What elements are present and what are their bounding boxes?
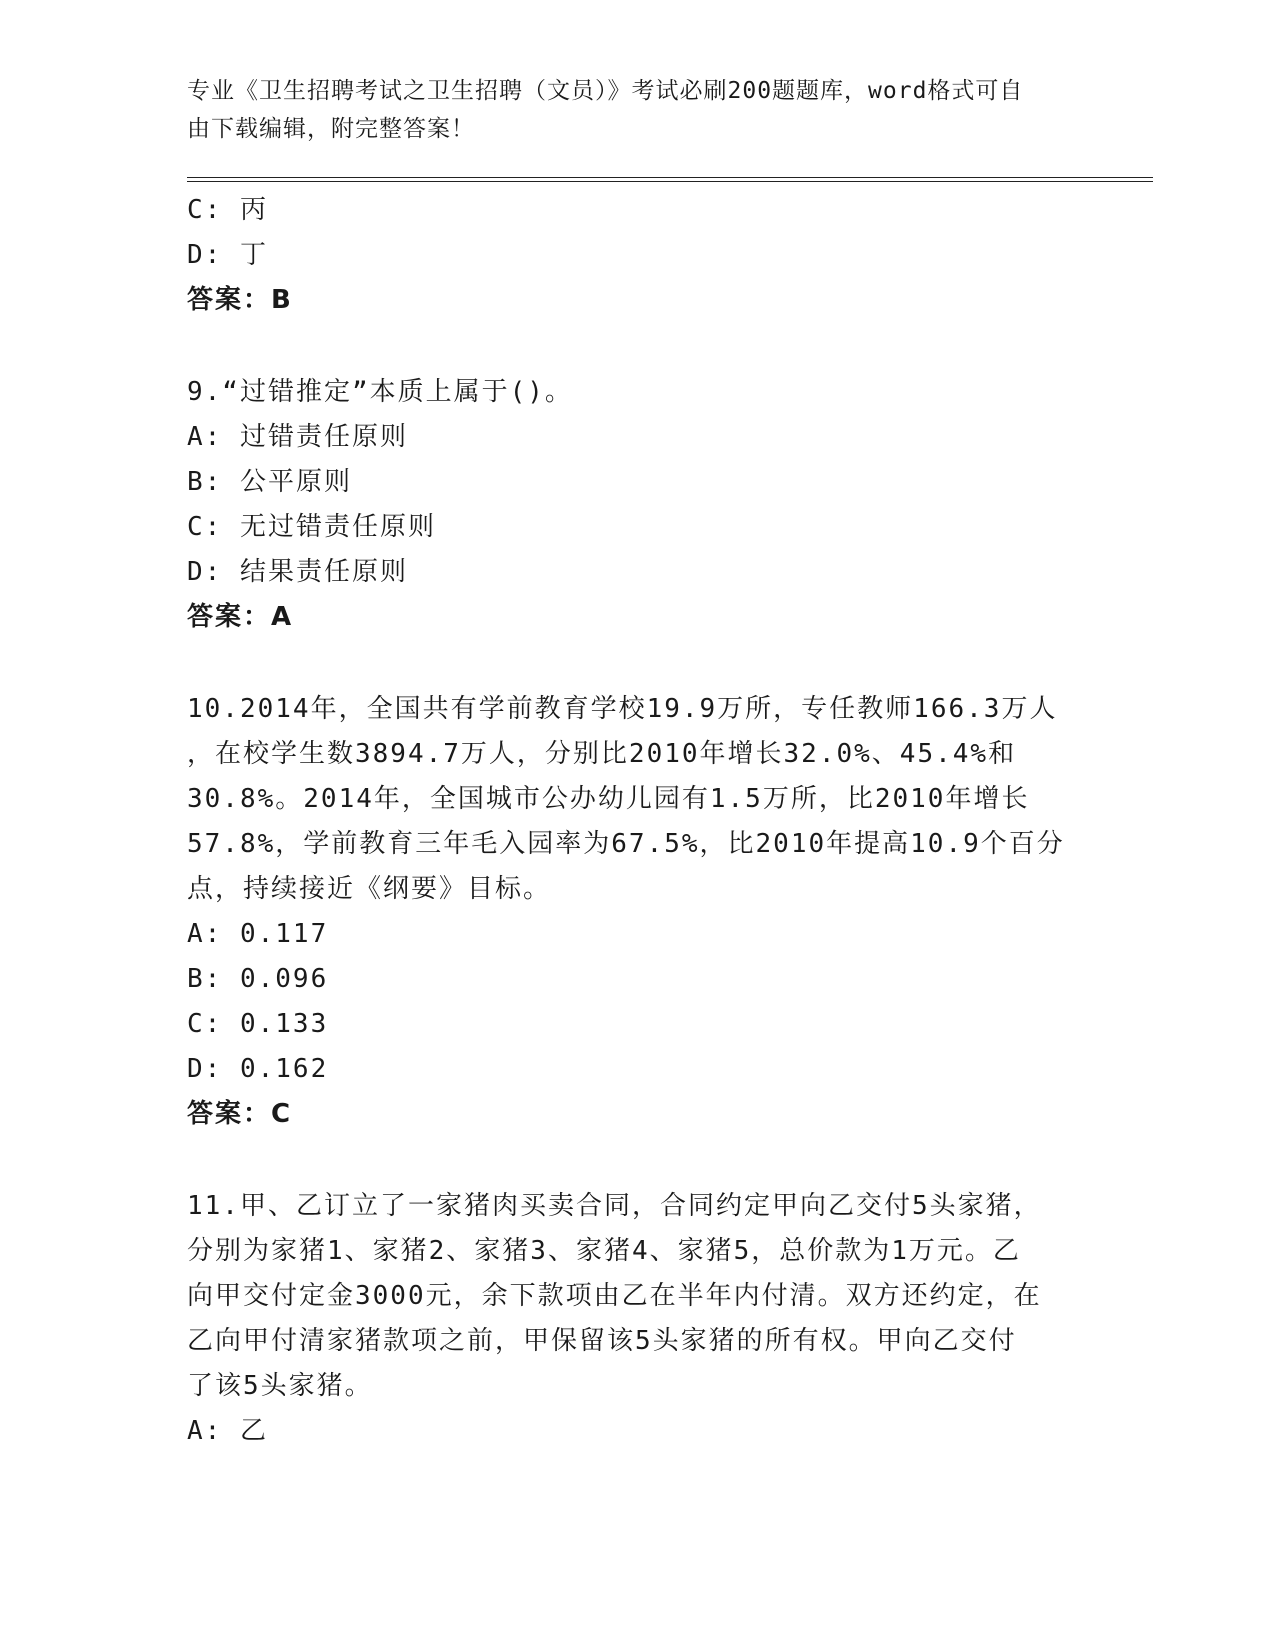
option-b: B: 0.096 (187, 964, 329, 994)
answer-line: 答案：B (187, 285, 293, 315)
question-stem-line: 向甲交付定金3000元，余下款项由乙在半年内付清。双方还约定，在 (187, 1281, 1042, 1311)
header-line-2: 由下载编辑，附完整答案！ (187, 116, 475, 142)
question-gap (187, 1137, 1087, 1184)
question-stem-line: 10.2014年，全国共有学前教育学校19.9万所，专任教师166.3万人 (187, 694, 1058, 724)
answer-line: 答案：A (187, 602, 294, 632)
header-divider-bottom (187, 181, 1153, 182)
header-line-1: 专业《卫生招聘考试之卫生招聘（文员）》考试必刷200题题库，word格式可自 (187, 78, 1024, 104)
option-c: C: 丙 (187, 195, 268, 225)
question-stem-line: ，在校学生数3894.7万人，分别比2010年增长32.0%、45.4%和 (187, 739, 1017, 769)
option-c: C: 0.133 (187, 1009, 329, 1039)
question-stem-line: 点，持续接近《纲要》目标。 (187, 874, 552, 904)
option-b: B: 公平原则 (187, 467, 352, 497)
question-stem: 9.“过错推定”本质上属于()。 (187, 377, 573, 407)
option-d: D: 丁 (187, 240, 268, 270)
question-content (187, 188, 1087, 1454)
question-stem-line: 57.8%，学前教育三年毛入园率为67.5%，比2010年提高10.9个百分 (187, 829, 1065, 859)
option-a: A: 乙 (187, 1416, 268, 1446)
option-d: D: 0.162 (187, 1054, 329, 1084)
question-11 (187, 1184, 1087, 1454)
answer-line: 答案：C (187, 1099, 293, 1129)
option-a: A: 0.117 (187, 919, 329, 949)
option-d: D: 结果责任原则 (187, 557, 408, 587)
question-carryover (187, 188, 1087, 323)
question-stem-line: 乙向甲付清家猪款项之前，甲保留该5头家猪的所有权。甲向乙交付 (187, 1326, 1017, 1356)
question-stem-line: 了该5头家猪。 (187, 1371, 373, 1401)
question-stem-line: 11.甲、乙订立了一家猪肉买卖合同，合同约定甲向乙交付5头家猪， (187, 1191, 1042, 1221)
question-10 (187, 687, 1087, 1137)
option-a: A: 过错责任原则 (187, 422, 408, 452)
question-9 (187, 370, 1087, 640)
header-divider-top (187, 177, 1153, 178)
question-gap (187, 323, 1087, 370)
question-stem-line: 30.8%。2014年，全国城市公办幼儿园有1.5万所，比2010年增长 (187, 784, 1030, 814)
question-stem-line: 分别为家猪1、家猪2、家猪3、家猪4、家猪5，总价款为1万元。乙 (187, 1236, 1021, 1266)
page-header (187, 72, 1067, 148)
option-c: C: 无过错责任原则 (187, 512, 436, 542)
question-gap (187, 640, 1087, 687)
